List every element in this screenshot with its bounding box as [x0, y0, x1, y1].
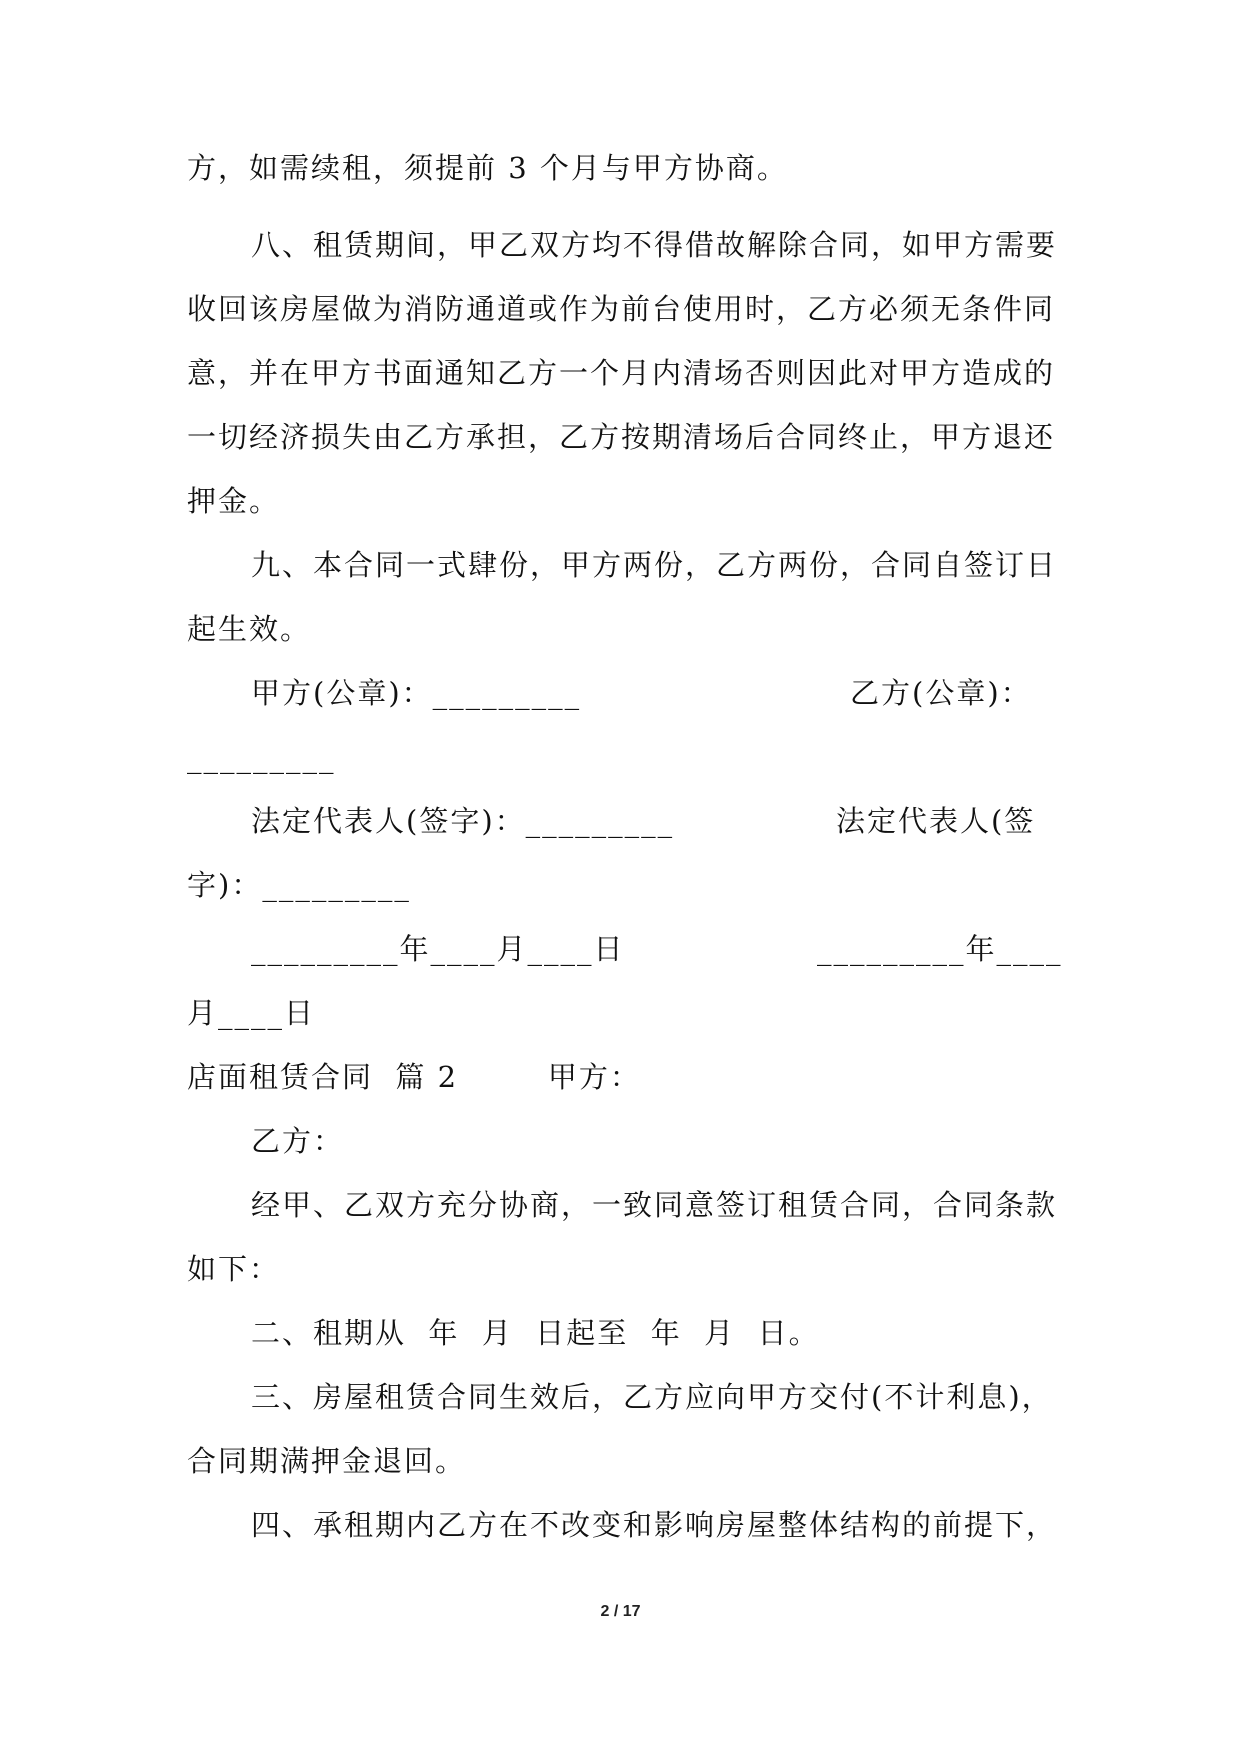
- text-line: 三、房屋租赁合同生效后，乙方应向甲方交付(不计利息)，: [251, 1380, 1053, 1414]
- legal-rep-a: 法定代表人(签字)：_________: [251, 804, 675, 838]
- text-line: 方，如需续租，须提前 3 个月与甲方协商。: [187, 151, 788, 185]
- date-b: _________年____: [817, 932, 1063, 966]
- text-line: 八、租赁期间，甲乙双方均不得借故解除合同，如甲方需要: [251, 228, 1058, 262]
- page-number: 2 / 17: [600, 1603, 641, 1620]
- legal-rep-b: 法定代表人(签: [836, 804, 1036, 838]
- legal-rep-b-cont: 字)：_________: [187, 868, 411, 902]
- text-line: 如下：: [187, 1252, 281, 1286]
- text-line: 乙方：: [251, 1124, 345, 1158]
- signature-party-b: 乙方(公章)：: [850, 676, 1032, 710]
- date-b-cont: 月____日: [187, 996, 316, 1030]
- text-line: 合同期满押金退回。: [187, 1444, 467, 1478]
- date-a: _________年____月____日: [251, 932, 625, 966]
- text-line: 经甲、乙双方充分协商，一致同意签订租赁合同，合同条款: [251, 1188, 1058, 1222]
- text-line: 意，并在甲方书面通知乙方一个月内清场否则因此对甲方造成的: [187, 356, 1056, 390]
- text-line: 收回该房屋做为消防通道或作为前台使用时，乙方必须无条件同: [187, 292, 1056, 326]
- section-heading: 店面租赁合同 篇 2 甲方：: [187, 1060, 641, 1094]
- signature-blank: _________: [187, 740, 336, 774]
- text-line: 一切经济损失由乙方承担，乙方按期清场后合同终止，甲方退还: [187, 420, 1056, 454]
- text-line: 二、租期从 年 月 日起至 年 月 日。: [251, 1316, 820, 1350]
- text-line: 四、承租期内乙方在不改变和影响房屋整体结构的前提下，: [251, 1508, 1058, 1542]
- text-line: 起生效。: [187, 612, 312, 646]
- signature-party-a: 甲方(公章)：_________: [251, 676, 582, 710]
- text-line: 押金。: [187, 484, 281, 518]
- text-line: 九、本合同一式肆份，甲方两份，乙方两份，合同自签订日: [251, 548, 1058, 582]
